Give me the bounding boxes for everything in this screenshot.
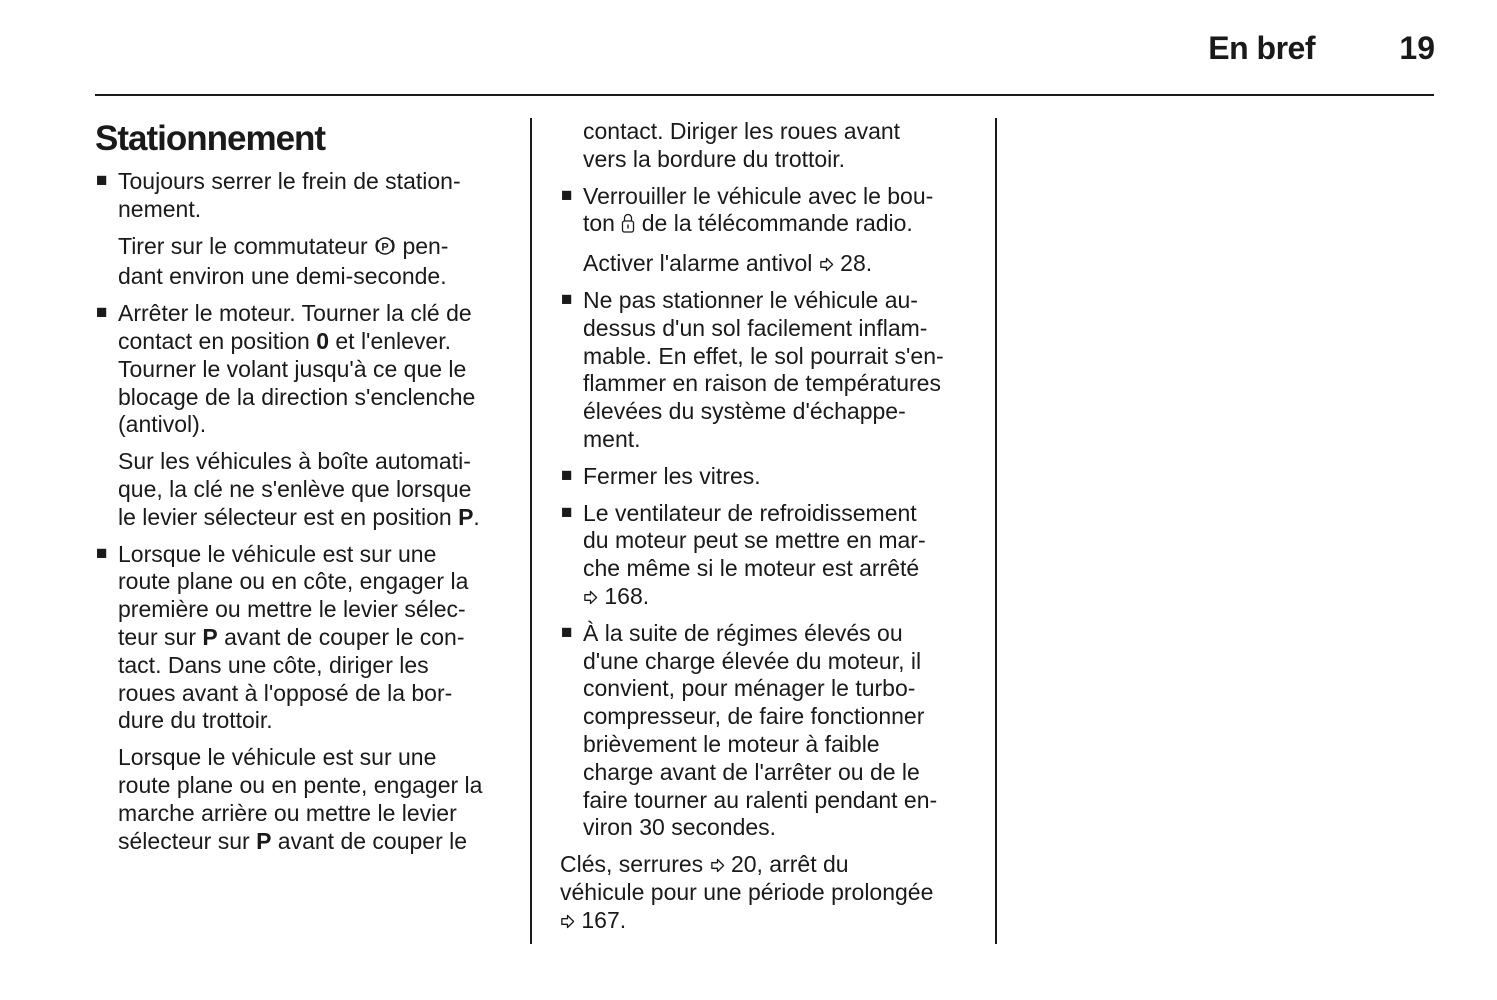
- list-item-paragraph: Sur les véhicules à boîte automati- que, la clé ne s'enlève que lorsque le levier sélecteur est en position P.: [118, 448, 480, 530]
- list-item: ■ À la suite de régimes élevés ou d'une charge élevée du moteur, il convient, pour ménager le turbo- compresseur, de faire fonctionner brièvement le moteur à faible charge avant de l'arrêter ou de le faire tourner au ralenti pendant en- viron 30 secondes.: [561, 619, 938, 841]
- header-rule: [95, 94, 1434, 96]
- list-item-continuation: contact. Diriger les roues avant vers la bordure du trottoir.: [583, 118, 901, 172]
- list-item: ■ Fermer les vitres.: [561, 462, 761, 489]
- list-item-paragraph: Activer l'alarme antivol 28.: [583, 250, 873, 277]
- column-divider-1: [530, 118, 532, 944]
- list-item: ■ Toujours serrer le frein de station- nement.: [96, 168, 461, 222]
- column-middle: [560, 118, 980, 944]
- bullet-icon: ■: [561, 501, 573, 523]
- list-item-paragraph: Lorsque le véhicule est sur une route plane ou en pente, engager la marche arrière ou mettre le levier sélecteur sur P avant de couper le: [118, 744, 483, 854]
- see-also-paragraph: Clés, serrures 20, arrêt du véhicule pour une période prolongée 167.: [560, 851, 934, 933]
- page-number: 19: [1399, 30, 1435, 66]
- running-header-title: En bref: [1208, 30, 1315, 66]
- bullet-icon: ■: [96, 542, 108, 564]
- column-left: [95, 118, 515, 864]
- cross-reference-arrow-icon[interactable]: [560, 914, 575, 929]
- list-item: ■ Le ventilateur de refroidissement du moteur peut se mettre en mar- che même si le moteur est arrêté 168.: [561, 499, 926, 609]
- cross-reference-arrow-icon[interactable]: [819, 257, 834, 272]
- bullet-icon: ■: [561, 464, 573, 486]
- bullet-icon: ■: [96, 170, 108, 191]
- column-divider-2: [995, 118, 997, 944]
- bullet-icon: ■: [561, 621, 573, 643]
- bullet-icon: ■: [561, 184, 573, 206]
- lock-button-icon: [621, 212, 635, 241]
- list-item: ■ Ne pas stationner le véhicule au- dessus d'un sol facilement inflam- mable. En effet, le sol pourrait s'en- flammer en raison de températures élevées du système d'échappe- ment.: [561, 286, 944, 452]
- svg-text:P: P: [381, 241, 389, 254]
- list-item: ■ Lorsque le véhicule est sur une route plane ou en côte, engager la première ou mettre le levier sélec- teur sur P avant de couper le con- tact. Dans une côte, diriger les roues avant à l'opposé de la bor- dure du trottoir.: [96, 540, 469, 734]
- bullet-icon: ■: [96, 302, 108, 324]
- cross-reference-arrow-icon[interactable]: [710, 858, 725, 873]
- list-item: ■ Arrêter le moteur. Tourner la clé de contact en position 0 et l'enlever. Tourner le volant jusqu'à ce que le blocage de la direction s'enclenche (antivol).: [96, 300, 476, 438]
- cross-reference-arrow-icon[interactable]: [583, 590, 598, 605]
- list-item-paragraph: Tirer sur le commutateur P pen- dant environ une demi-seconde.: [118, 232, 449, 290]
- section-title: Stationnement: [95, 119, 326, 158]
- parking-brake-icon: [374, 235, 396, 264]
- list-item: ■ Verrouiller le véhicule avec le bou- ton de la télécommande radio.: [560, 183, 980, 242]
- bullet-icon: ■: [561, 288, 573, 310]
